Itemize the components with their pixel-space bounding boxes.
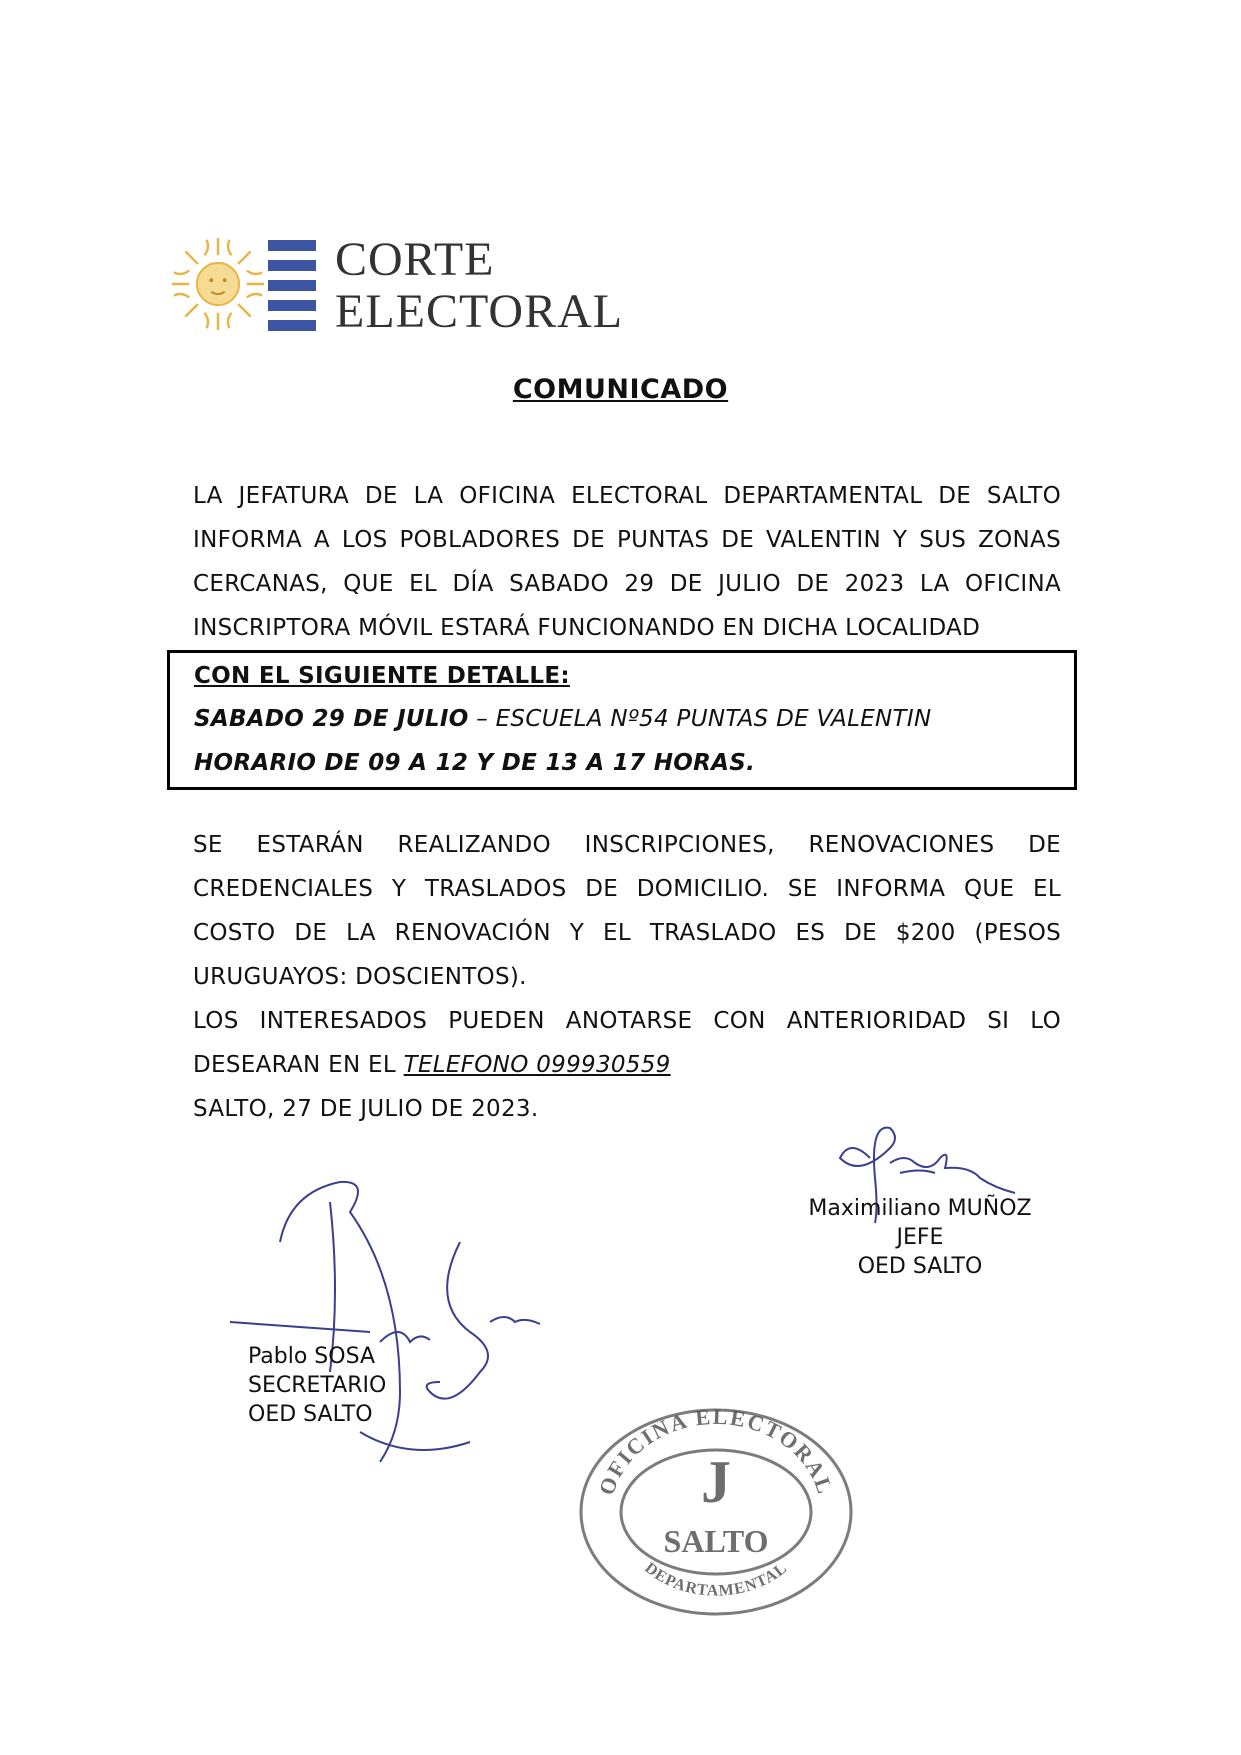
detail-date-location: [194, 704, 931, 734]
contact-prefix: LOS INTERESADOS PUEDEN ANOTARSE CON ANTERIORIDAD SI LO DESEARAN EN EL: [193, 1008, 1061, 1078]
detail-box: [167, 650, 1077, 790]
stamp-letter: J: [701, 1449, 731, 1515]
logo-line-2: ELECTORAL: [335, 285, 624, 338]
signature-block-right: [780, 1194, 1060, 1281]
official-stamp: [576, 1404, 856, 1619]
logo-wordmark: [335, 234, 623, 338]
contact-text: [193, 999, 1061, 1087]
stamp-center-text: SALTO: [663, 1523, 769, 1559]
signer-name: Pablo SOSA: [248, 1344, 375, 1369]
detail-heading: CON EL SIGUIENTE DETALLE:: [194, 663, 570, 689]
signer-name: Maximiliano MUÑOZ: [808, 1196, 1032, 1221]
detail-schedule: HORARIO DE 09 A 12 Y DE 13 A 17 HORAS.: [194, 750, 756, 776]
paragraph-intro: LA JEFATURA DE LA OFICINA ELECTORAL DEPARTAMENTAL DE SALTO INFORMA A LOS POBLADORES DE PUNTAS DE VALENTIN Y SUS ZONAS CERCANAS, QUE EL DÍA SABADO 29 DE JULIO DE 2023 LA OFICINA INSCRIPTORA MÓVIL ESTARÁ FUNCIONANDO EN DICHA LOCALIDAD: [193, 483, 1061, 641]
sun-of-may-icon: [170, 232, 266, 336]
stamp-top-text: OFICINA ELECTORAL: [593, 1404, 839, 1499]
detail-location: – ESCUELA Nº54 PUNTAS DE VALENTIN: [468, 706, 932, 732]
signer-role: JEFE: [896, 1225, 944, 1250]
logo-stripes: [268, 240, 316, 330]
phone-link[interactable]: TELEFONO 099930559: [403, 1052, 671, 1078]
paragraph-services: [193, 823, 1061, 1131]
services-text: SE ESTARÁN REALIZANDO INSCRIPCIONES, RENOVACIONES DE CREDENCIALES Y TRASLADOS DE DOMICILIO. SE INFORMA QUE EL COSTO DE LA RENOVACIÓN Y EL TRASLADO ES DE $200 (PESOS URUGUAYOS: DOSCIENTOS).: [193, 832, 1061, 990]
logo-line-1: CORTE: [335, 233, 495, 286]
signer-role: SECRETARIO: [248, 1373, 387, 1398]
stamp-bottom-text: DEPARTAMENTAL: [641, 1559, 791, 1600]
signer-office: OED SALTO: [248, 1402, 373, 1427]
signer-office: OED SALTO: [857, 1254, 983, 1279]
signature-block-left: [230, 1342, 428, 1429]
date-line: SALTO, 27 DE JULIO DE 2023.: [193, 1096, 539, 1122]
page-title: COMUNICADO: [512, 374, 729, 405]
detail-date: SABADO 29 DE JULIO: [194, 706, 469, 732]
corte-electoral-logo: [170, 232, 630, 340]
